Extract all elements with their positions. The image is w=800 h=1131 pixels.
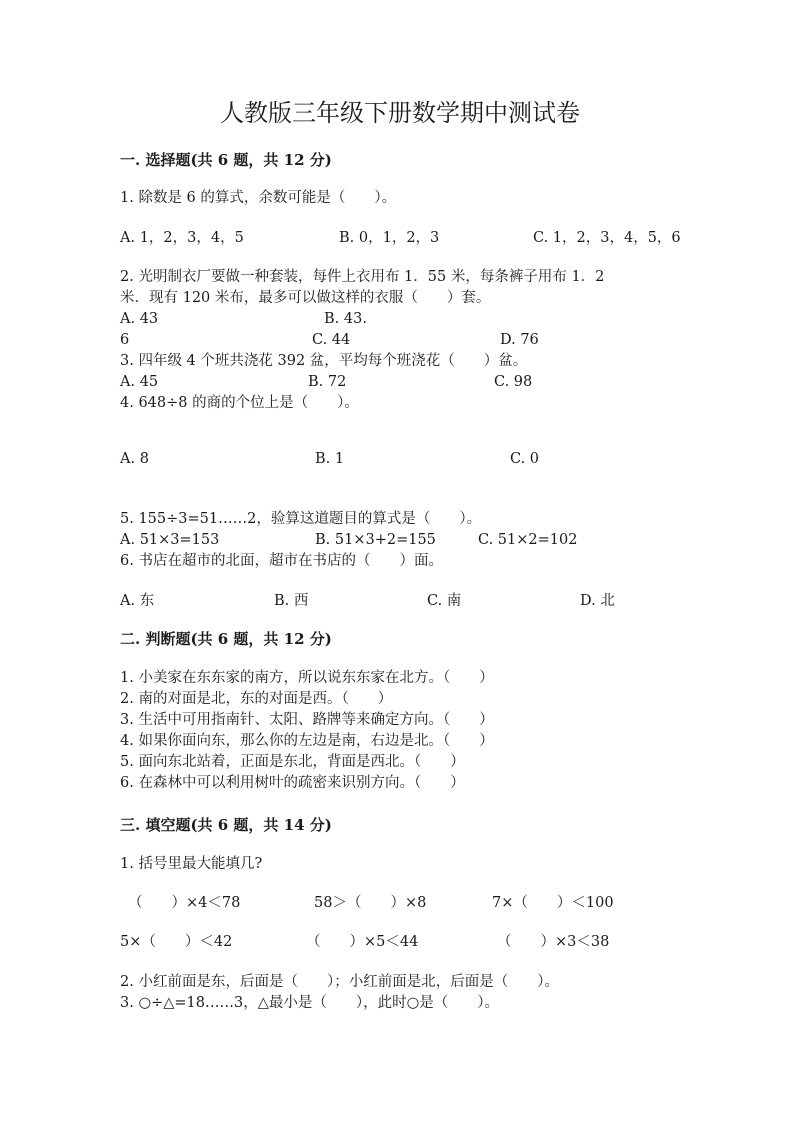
option-a: A. 东 [120, 593, 155, 609]
page-title: 人教版三年级下册数学期中测试卷 [220, 99, 580, 127]
fill-blank-expression: 5×（ ）＜42 [120, 934, 233, 950]
question-stem: 1. 除数是 6 的算式，余数可能是（ ）。 [120, 190, 397, 206]
section-heading-choice: 一. 选择题(共 6 题，共 12 分) [120, 151, 332, 169]
fill-blank-expression: （ ）×4＜78 [128, 895, 241, 911]
section-heading-fill: 三. 填空题(共 6 题，共 14 分) [120, 816, 332, 834]
option-d: D. 76 [500, 332, 539, 348]
question-stem: 3. 四年级 4 个班共浇花 392 盆，平均每个班浇花（ ）盆。 [120, 353, 528, 369]
option-b: B. 43. [324, 311, 367, 327]
option-c: C. 0 [510, 451, 540, 467]
option-a: A. 1，2，3，4，5 [120, 230, 244, 246]
option-c: C. 44 [312, 332, 351, 348]
option-c: C. 南 [427, 593, 462, 609]
question-stem: 米．现有 120 米布，最多可以做这样的衣服（ ）套。 [120, 290, 491, 306]
option-a: A. 45 [120, 374, 159, 390]
judgment-item: 5. 面向东北站着，正面是东北，背面是西北。（ ） [120, 754, 465, 770]
fill-blank-expression: （ ）×3＜38 [497, 934, 610, 950]
question-stem: 4. 648÷8 的商的个位上是（ ）。 [120, 395, 359, 411]
question-stem: 2. 光明制衣厂要做一种套装，每件上衣用布 1．55 米，每条裤子用布 1．2 [120, 269, 605, 285]
judgment-item: 3. 生活中可用指南针、太阳、路牌等来确定方向。（ ） [120, 712, 494, 728]
section-heading-judgment: 二. 判断题(共 6 题，共 12 分) [120, 630, 332, 648]
option-b: B. 西 [274, 593, 309, 609]
judgment-item: 2. 南的对面是北，东的对面是西。（ ） [120, 691, 393, 707]
option-a: A. 51×3=153 [120, 532, 220, 548]
question-stem: 5. 155÷3=51……2，验算这道题目的算式是（ ）。 [120, 511, 482, 527]
option-b: B. 51×3+2=155 [315, 532, 436, 548]
fill-blank-expression: 7×（ ）＜100 [492, 895, 614, 911]
question-stem: 2. 小红前面是东，后面是（ ）；小红前面是北，后面是（ ）。 [120, 974, 559, 990]
question-stem: 6. 书店在超市的北面，超市在书店的（ ）面。 [120, 553, 443, 569]
option-b: B. 1 [315, 451, 345, 467]
judgment-item: 4. 如果你面向东，那么你的左边是南，右边是北。（ ） [120, 733, 494, 749]
option-b-continued: 6 [120, 332, 130, 348]
option-c: C. 51×2=102 [478, 532, 578, 548]
judgment-item: 1. 小美家在东东家的南方，所以说东东家在北方。（ ） [120, 670, 494, 686]
question-stem: 3. ○÷△=18……3，△最小是（ ），此时○是（ ）。 [120, 995, 500, 1011]
option-c: C. 98 [494, 374, 533, 390]
question-stem: 1. 括号里最大能填几? [120, 856, 263, 872]
fill-blank-expression: （ ）×5＜44 [306, 934, 419, 950]
option-b: B. 0，1，2，3 [339, 230, 440, 246]
option-c: C. 1，2，3，4，5，6 [533, 230, 681, 246]
option-b: B. 72 [308, 374, 347, 390]
option-d: D. 北 [580, 593, 615, 609]
judgment-item: 6. 在森林中可以利用树叶的疏密来识别方向。（ ） [120, 775, 465, 791]
option-a: A. 8 [120, 451, 149, 467]
option-a: A. 43 [120, 311, 159, 327]
fill-blank-expression: 58＞（ ）×8 [314, 895, 427, 911]
